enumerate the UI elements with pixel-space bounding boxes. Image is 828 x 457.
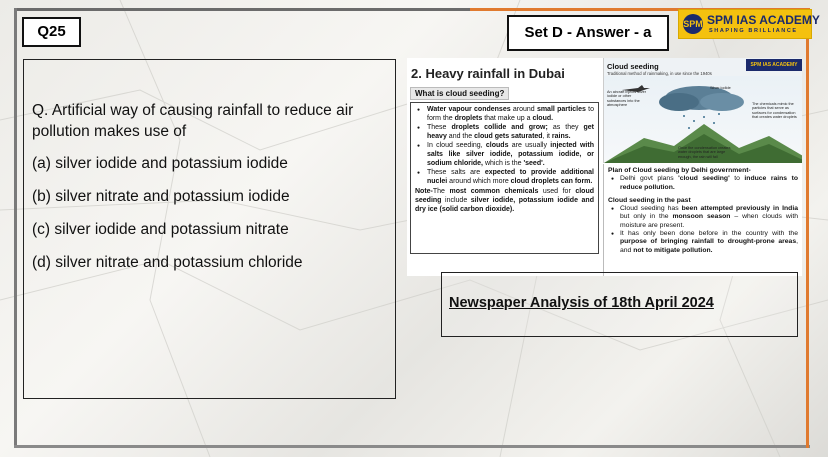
note-segment: cloud seeding (415, 188, 594, 204)
newspaper-analysis-box (441, 272, 798, 337)
option-b[interactable]: (b) silver nitrate and potassium iodide (32, 188, 290, 205)
frame-bottom-border (14, 445, 810, 448)
infographic-subtitle: Traditional method of rainmaking, in use since the 1940s (607, 71, 712, 76)
explainer-point-segment: cloud gets saturated (474, 132, 543, 140)
newspaper-analysis-label[interactable]: Newspaper Analysis of 18th April 2024 (449, 295, 714, 311)
delhi-plan-heading: Plan of Cloud seeding by Delhi government- (608, 167, 751, 174)
explainer-point-segment: that make up a (482, 114, 533, 122)
academy-emblem-icon: SPM (683, 14, 703, 34)
delhi-cloud-seeding-notes (603, 164, 802, 276)
question-number-label: Q25 (22, 17, 81, 47)
note-segment: The (432, 188, 450, 196)
frame-right-accent (806, 8, 809, 448)
explainer-point-segment: These salts are (427, 169, 485, 177)
explainer-point-segment: Water vapour condenses (427, 106, 511, 113)
explainer-point-segment: and the (446, 132, 475, 140)
explainer-point-segment: In cloud seeding, (427, 142, 486, 150)
explainer-point-segment: injected with salts like silver iodide, potassium iodide, or sodium chloride, (427, 142, 594, 167)
option-c[interactable]: (c) silver iodide and potassium nitrate (32, 221, 289, 238)
past-points (608, 205, 798, 255)
delhi-point-segment: to (729, 175, 745, 183)
cloud-seeding-infographic (603, 58, 802, 163)
explainer-point-segment: around which more (447, 177, 511, 185)
infographic-badge: SPM IAS ACADEMY (746, 59, 802, 71)
note-segment: Note- (415, 188, 433, 196)
past-point-segment: , and (620, 238, 798, 254)
infographic-caption-rain: Once the condensation creates water droplets that are large enough, the rain will fall (678, 146, 731, 159)
clipping-subheading: What is cloud seeding? (410, 87, 509, 100)
infographic-caption-chemicals: The chemicals mimic the particles that serve as surfaces for condensation that creates water droplets (752, 102, 797, 120)
delhi-point-segment: induce rains to reduce pollution. (620, 175, 799, 191)
explainer-point-segment: cloud droplets can form. (510, 177, 593, 185)
question-text: Q. Artificial way of causing rainfall to reduce air pollution makes use of (32, 102, 354, 140)
past-point-segment: purpose of bringing rainfall to drought-prone areas (620, 238, 797, 246)
explainer-point-segment: droplets collide and grow; (451, 124, 548, 132)
past-point-segment: – when clouds with moisture are present. (620, 213, 798, 229)
note-segment: used for (538, 188, 576, 196)
logo-tagline: SHAPING BRILLIANCE (709, 28, 798, 34)
option-a[interactable]: (a) silver iodide and potassium iodide (32, 155, 288, 172)
explainer-point-segment: 'seed'. (523, 159, 545, 167)
explainer-point-segment: clouds (485, 142, 509, 150)
explainer-point-segment: cloud. (532, 114, 554, 122)
explainer-note (415, 188, 594, 214)
explainer-point-segment: These (427, 124, 452, 132)
option-d[interactable]: (d) silver nitrate and potassium chloride (32, 254, 303, 271)
past-point-segment: been attempted previously in India (681, 205, 798, 213)
explainer-point-segment: as they (547, 124, 584, 132)
question-box (23, 59, 396, 399)
past-point (608, 205, 798, 230)
note-segment: include (441, 196, 471, 204)
clipping-heading: 2. Heavy rainfall in Dubai (411, 66, 565, 81)
explainer-point (415, 142, 594, 168)
past-point-segment: monsoon season (672, 213, 731, 221)
delhi-point-segment: 'cloud seeding' (678, 175, 730, 183)
frame-left-border (14, 8, 17, 448)
past-point-segment: but only in the (620, 213, 673, 221)
infographic-caption-aircraft: An aircraft injects silver iodide or other substances into the atmosphere (607, 90, 647, 108)
delhi-plan-point (608, 175, 798, 192)
delhi-point-segment: Delhi govt plans (620, 175, 679, 183)
explainer-point-segment: rains. (551, 132, 571, 140)
logo-title: SPM IAS ACADEMY (707, 13, 820, 27)
explainer-point-segment: get heavy (427, 124, 595, 140)
past-point (608, 230, 798, 255)
past-heading: Cloud seeding in the past (608, 196, 691, 204)
academy-logo (678, 9, 820, 39)
explainer-point-segment: around (510, 106, 537, 113)
infographic-caption-silver-iodide: Silver iodide (710, 86, 731, 90)
past-point-segment: not to mitigate pollution. (633, 246, 713, 254)
explainer-point-segment: to form the (427, 106, 594, 122)
note-segment: silver iodide, potassium iodide and dry ice (solid carbon dioxide). (415, 196, 594, 213)
answer-set-label: Set D - Answer - a (507, 15, 669, 51)
explainer-point-segment: are usually (508, 142, 551, 150)
explainer-point-segment: which is the (483, 159, 524, 167)
explainer-point (415, 169, 594, 186)
infographic-title: Cloud seeding (607, 62, 659, 71)
explainer-point (415, 106, 594, 123)
past-point-segment: It has only been done before in the country with the (620, 230, 798, 238)
explainer-point-segment: droplets (454, 114, 483, 122)
note-segment: most common chemicals (449, 188, 539, 196)
explainer-point-segment: expected to provide additional nuclei (427, 169, 594, 185)
explainer-points (415, 106, 594, 186)
newspaper-clipping (407, 58, 802, 276)
explainer-point-segment: , it (542, 132, 552, 140)
cloud-seeding-explainer (410, 102, 599, 254)
past-point-segment: Cloud seeding has (620, 205, 682, 213)
explainer-point (415, 124, 594, 141)
explainer-point-segment: small particles (536, 106, 586, 113)
